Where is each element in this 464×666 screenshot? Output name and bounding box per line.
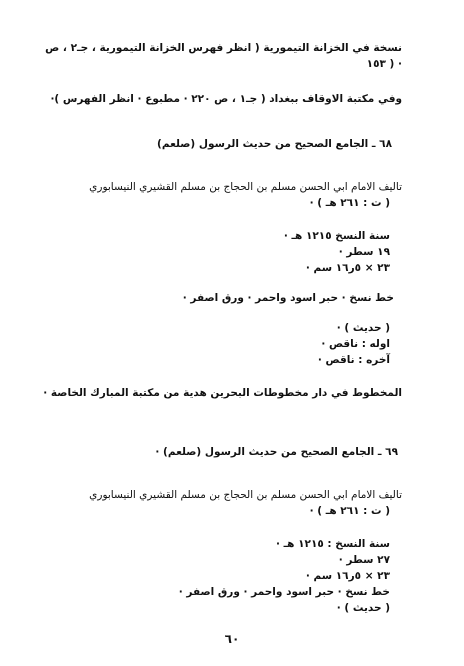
- entry-68-end: آخره : ناقص ·: [317, 354, 390, 366]
- page-number: ٦٠: [224, 632, 240, 646]
- entry-69-script: خط نسخ · حبر اسود واحمر · ورق اصفر ·: [178, 586, 390, 598]
- entry-68-lines: ١٩ سطر ·: [338, 246, 390, 258]
- entry-68-death-date: ( ت : ٢٦١ هـ ) ·: [309, 197, 390, 209]
- entry-68-beginning: اوله : ناقص ·: [321, 338, 390, 350]
- timuriya-copy-line-cont: ١٥٣ ) ·: [366, 58, 402, 70]
- entry-69-author: تاليف الامام ابي الحسن مسلم بن الحجاج بن مسلم القشيري النيسابوري: [89, 489, 402, 501]
- entry-69-title: ٦٩ ـ الجامع الصحيح من حديث الرسول (صلعم) ·: [155, 446, 398, 458]
- entry-68-copy-year: سنة النسخ ١٢١٥ هـ ·: [283, 230, 390, 242]
- entry-68-script: خط نسخ · حبر اسود واحمر · ورق اصفر ·: [182, 292, 394, 304]
- timuriya-copy-line: نسخة في الخزانة التيمورية ( انظر فهرس الخزانة التيمورية ، جـ٢ ، ص: [45, 42, 402, 54]
- entry-68-author: تاليف الامام ابي الحسن مسلم بن الحجاج بن مسلم القشيري النيسابوري: [89, 181, 402, 193]
- entry-68-subject: ( حديث ) ·: [336, 322, 390, 334]
- entry-68-size: ٢٣ × ٥ر١٦ سم ·: [305, 262, 390, 274]
- entry-69-lines: ٢٧ سطر ·: [338, 554, 390, 566]
- entry-68-title: ٦٨ ـ الجامع الصحيح من حديث الرسول (صلعم): [157, 138, 392, 150]
- entry-69-subject: ( حديث ) ·: [336, 602, 390, 614]
- entry-69-copy-year: سنة النسخ : ١٢١٥ هـ ·: [275, 538, 390, 550]
- baghdad-copy-line: وفي مكتبة الاوقاف ببغداد ( جـ١ ، ص ٢٢٠ · مطبوع · انظر الفهرس )·: [50, 93, 402, 105]
- entry-68-location: المخطوط في دار مخطوطات البحرين هدية من مكتبة المبارك الخاصة ·: [43, 387, 402, 399]
- entry-69-death-date: ( ت : ٢٦١ هـ ) ·: [309, 505, 390, 517]
- entry-69-size: ٢٣ × ٥ر١٦ سم ·: [305, 570, 390, 582]
